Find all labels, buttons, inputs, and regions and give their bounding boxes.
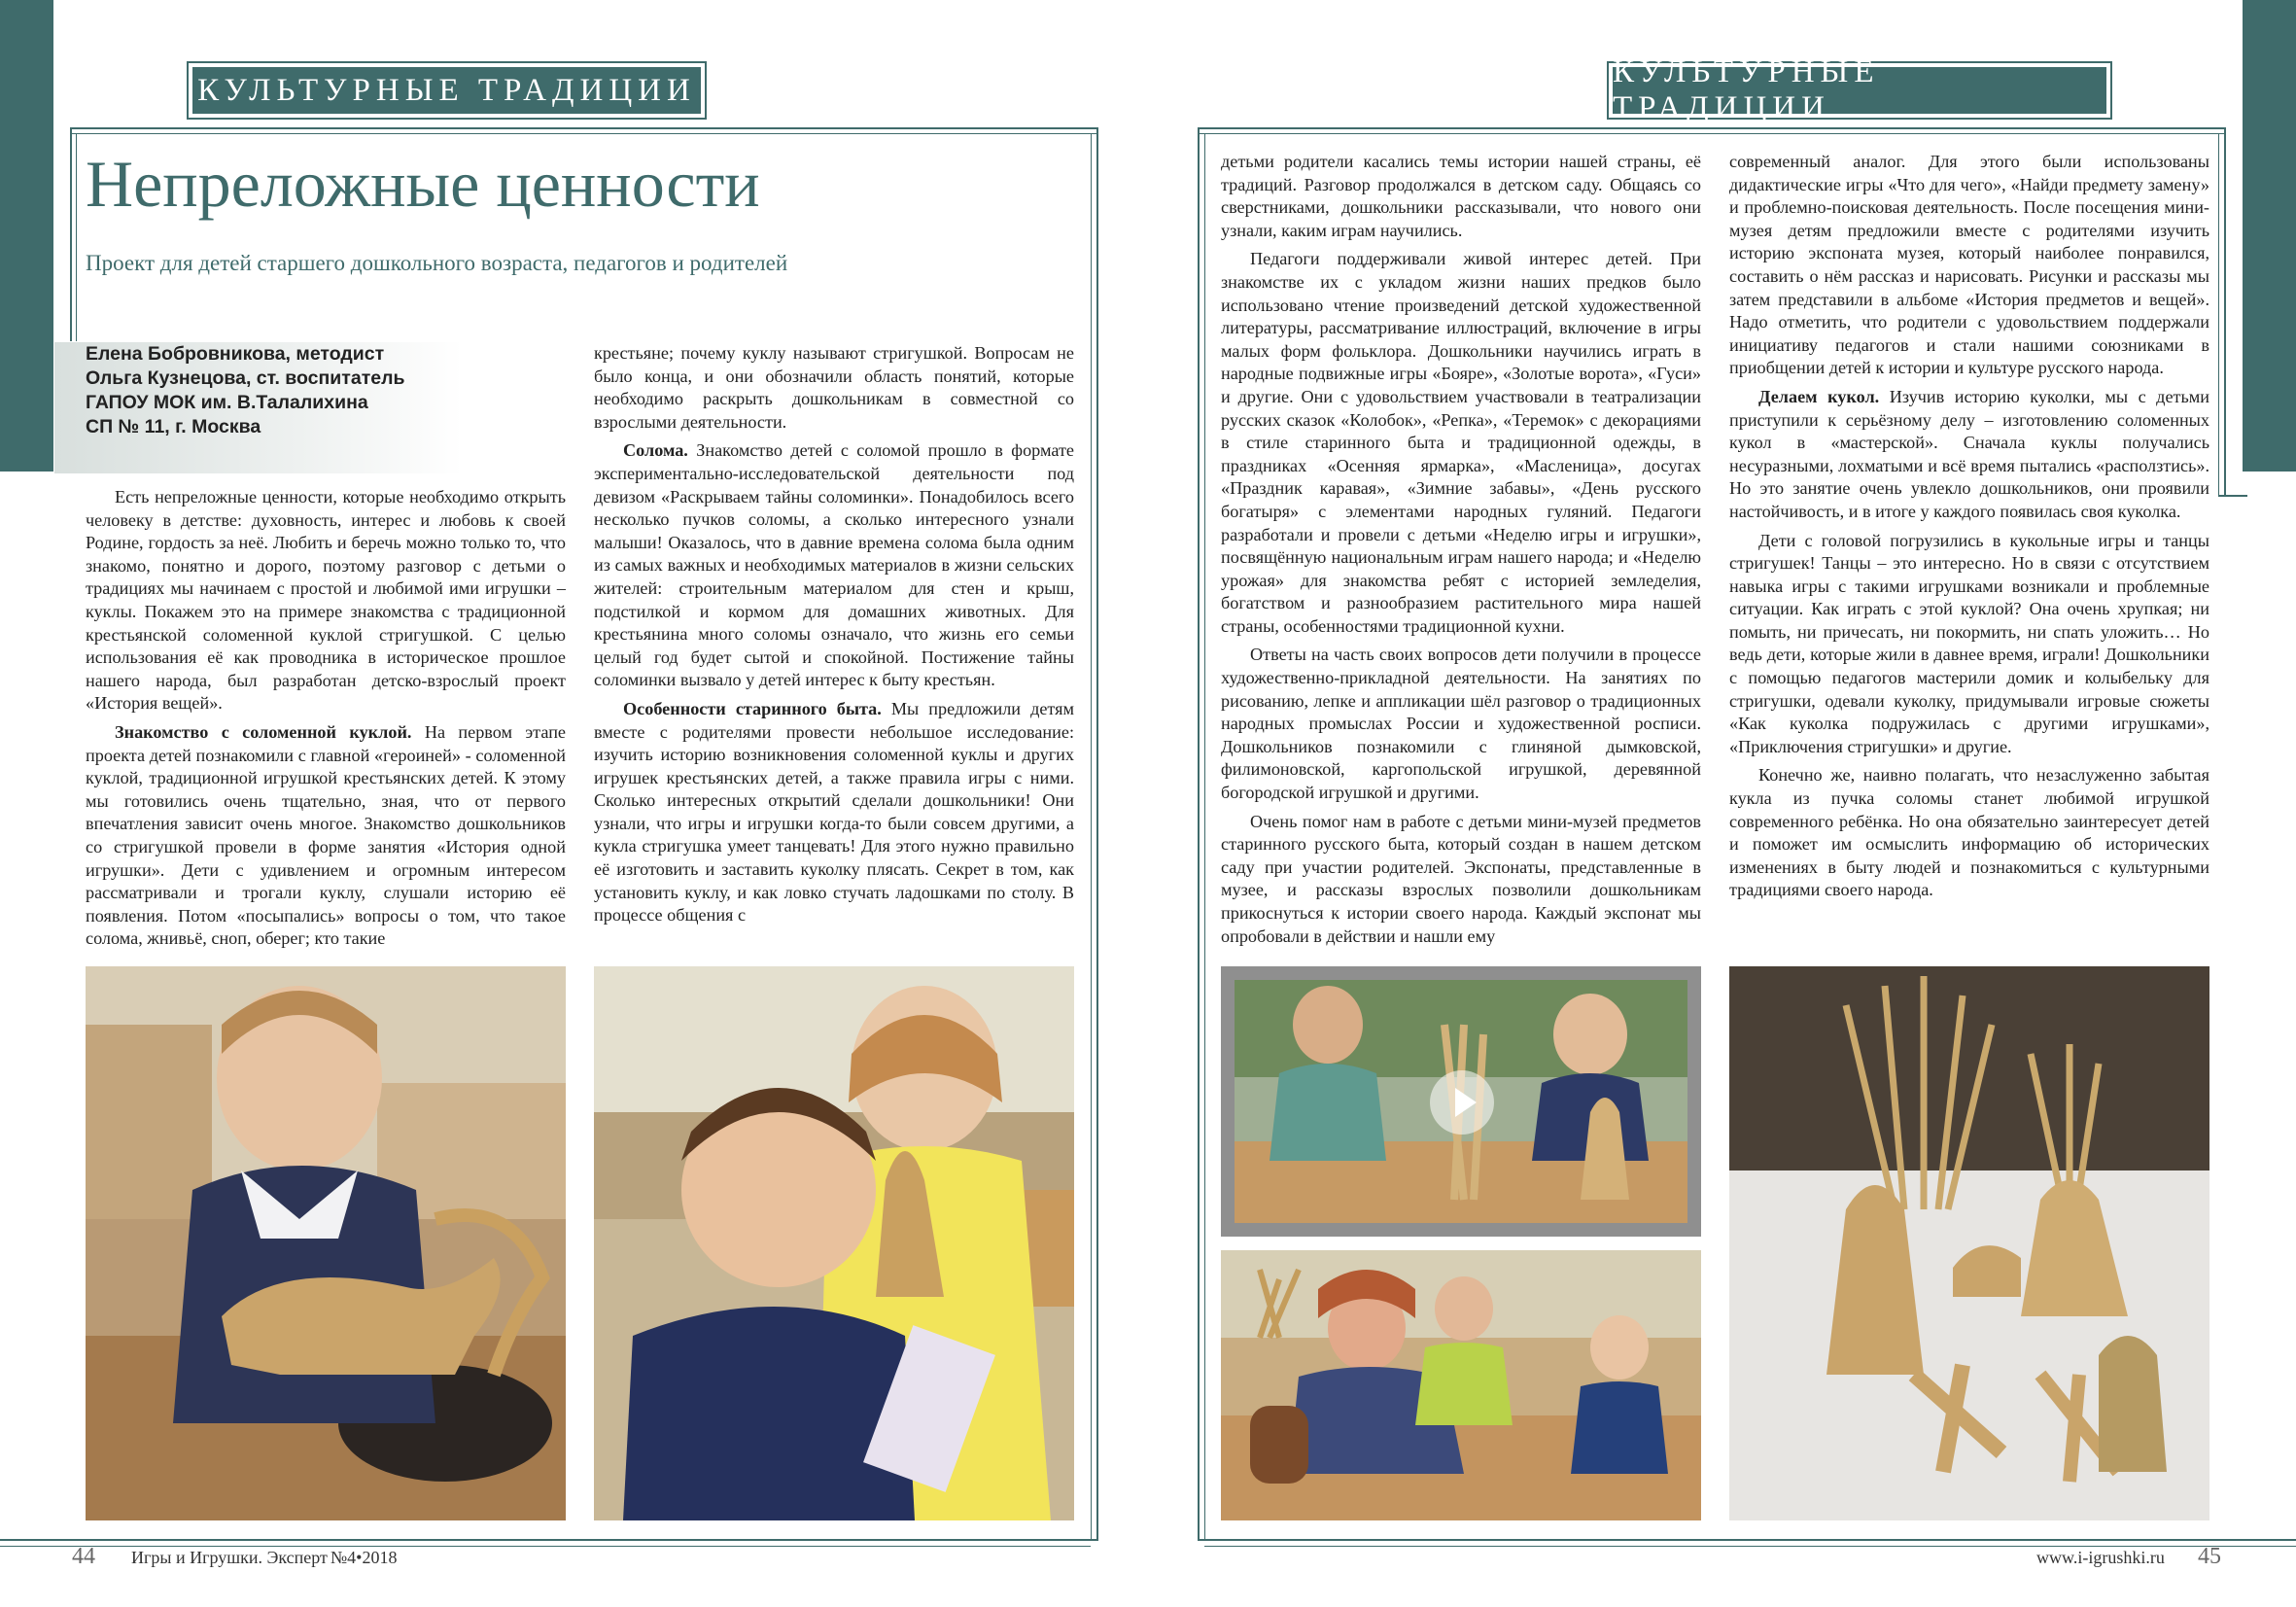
play-icon[interactable] [1430,1070,1494,1135]
paragraph: детьми родители касались темы истории нашей страны, её традиций. Разговор продолжался в детском саду. Общаясь со сверстниками, дошкольники рассказывали, что нового они узнали, каким играм научились. [1221,152,1701,240]
paragraph: Дети с головой погрузились в кукольные игры и танцы стригушек! Танцы – это интересно. Но в связи с отсутствием навыка игры с такими игрушками возникали и проблемные ситуации. Как играть с этой куклой? Она очень хрупкая; ни помыть, ни причесать, ни покормить, ни спать уложить… Но ведь дети, которые жили в давнее время, играли! Дошкольники с помощью педагогов мастерили домик и колыбельку для стригушки, одевали куколку, придумывали игровые сюжеты «Как куколка подружилась с другими игрушками», «Приключения стригушки» и другие. [1729,530,2209,756]
author-line: Елена Бобровникова, методист [86,343,385,365]
author-line: СП № 11, г. Москва [86,416,261,437]
paragraph: Конечно же, наивно полагать, что незаслуженно забытая кукла из пучка соломы станет любимой игрушкой современного ребёнка. Но она обязательно заинтересует детей и поможет им осмыслить информацию об исторических изменениях в быту людей и познакомиться с культурными традициями своего народа. [1729,765,2209,900]
article-subtitle: Проект для детей старшего дошкольного возраста, педагогов и родителей [86,251,788,275]
photo-straw-dolls-display [1729,966,2209,1520]
text-column-2 [594,342,1074,933]
bottom-rule-left-2 [0,1546,1091,1547]
paragraph: Есть непреложные ценности, которые необходимо открыть человеку в детстве: духовность, интерес и любовь к своей Родине, гордость за неё. Любить и беречь можно только то, что знакомо, понятно и дорого, поэтому разговор с детьми о традициях мы начинаем с простой и любимой ими игрушки – куклы. Покажем это на примере знакомства с традиционной крестьянской соломенной куклой стригушкой. С целью использования её как проводника в историческое прошлое нашего народа, был разработан детско-взрослый проект «История вещей». [86,487,566,714]
bottom-rule-left [0,1539,1098,1541]
journal-name: Игры и Игрушки. Эксперт [131,1548,328,1567]
frame-right-top-inner [1198,133,2226,134]
photo-teacher-with-children [1221,1250,1701,1520]
website-link[interactable]: www.i-igrushki.ru [2036,1548,2165,1567]
section-label-left: КУЛЬТУРНЫЕ ТРАДИЦИИ [192,67,701,114]
page-number-right: 45 [2198,1544,2221,1569]
author-line: ГАПОУ МОК им. В.Талалихина [86,392,368,413]
frame-left-left-inner [76,133,77,341]
frame-right-left [1198,127,1200,1540]
frame-left-right-inner [1091,133,1092,1540]
frame-right-right [2224,127,2226,497]
photo-girl-with-straw-horse [86,966,566,1520]
frame-left-right [1096,127,1098,1540]
photo-children-with-doll [594,966,1074,1520]
article-title: Непреложные ценности [86,147,760,221]
paragraph: Ответы на часть своих вопросов дети получили в процессе художественно-прикладной деятельности. На занятиях по рисованию, лепке и аппликации шёл разговор о традиционных народных промыслах России и художественной росписи. Дошкольников познакомили с глиняной дымковской, филимоновской, каргопольской игрушкой, деревянной богородской игрушкой и другими. [1221,645,1701,803]
left-edge-bar [0,0,53,472]
bottom-rule-right-2 [1204,1546,2296,1547]
paragraph: Солома. Знакомство детей с соломой прошло в формате экспериментально-исследовательской деятельности под девизом «Раскрываем тайны соломинки». Понадобилось всего несколько пучков соломы, а сколько интересного узнали малыши! Оказалось, что в давние времена солома была одним из самых важных и необходимых материалов в жизни сельских жителей: строительным материалом для стен и крыш, подстилкой и кормом для домашних животных. Для крестьянина много соломы означало, что жизнь его семьи целый год будет сытой и спокойной. Постижение тайны соломинки вызвало у детей интерес к быту крестьян. [594,440,1074,690]
frame-left-top-inner [70,133,1098,134]
text-column-1 [86,486,566,957]
authors-block [54,342,599,473]
paragraph-heading: Солома. [623,440,688,461]
frame-right-right-stub [2218,495,2247,497]
right-edge-bar [2243,0,2296,472]
frame-left-left [70,127,72,341]
page-number-left: 44 [72,1544,95,1569]
frame-right-top [1198,127,2226,129]
paragraph: Очень помог нам в работе с детьми мини-музей предметов старинного русского быта, который создан в нашем детском саду при участии родителей. Экспонаты, представленные в музее, и рассказы взрослых позволили дошкольникам прикоснуться к истории своего народа. Каждый экспонат мы опробовали в действии и нашли ему [1221,811,1701,946]
paragraph-heading: Особенности старинного быта. [623,698,882,718]
section-banner-left [187,61,707,120]
text-column-4 [1729,151,2209,908]
issue-number: №4•2018 [330,1548,398,1567]
frame-right-left-inner [1204,133,1205,1540]
paragraph-heading: Делаем кукол. [1758,386,1880,406]
author-line: Ольга Кузнецова, ст. воспитатель [86,367,405,389]
section-banner-right [1607,54,2112,125]
paragraph: Знакомство с соломенной куклой. На первом этапе проекта детей познакомили с главной «героиней» - соломенной куклой, традиционной игрушкой крестьянских детей. К этому мы готовились очень тщательно, зная, что от первого впечатления зависит очень многое. Знакомство дошкольников со стригушкой провели в форме занятия «История одной игрушки». Дети с удивлением и огромным интересом рассматривали и трогали куклу, слушали историю её появления. Потом «посыпались» вопросы о том, что такое солома, жнивьё, сноп, оберег; кто такие [86,721,566,949]
play-triangle [1455,1088,1477,1117]
paragraph: крестьяне; почему куклу называют стригушкой. Вопросам не было конца, и они обозначили область понятий, которые необходимо раскрыть дошкольникам в совместной со взрослыми деятельности. [594,343,1074,432]
bottom-rule-right [1198,1539,2296,1541]
paragraph-heading: Знакомство с соломенной куклой. [115,721,412,742]
section-label-right: КУЛЬТУРНЫЕ ТРАДИЦИИ [1613,67,2106,114]
frame-right-right-inner [2218,133,2219,497]
paragraph: Особенности старинного быта. Мы предложили детям вместе с родителями провести небольшое исследование: изучить историю возникновения соломенной куклы и других игрушек крестьянских детей, а также правила игры с ними. Сколько интересных открытий сделали дошкольники! Они узнали, что игры и игрушки когда-то были совсем другими, а кукла стригушка умеет танцевать! Для этого нужно правильно её изготовить и заставить куколку плясать. Секрет в том, как установить куклу, и как ловко стучать ладошками по столу. В процессе общения с [594,698,1074,926]
paragraph: Делаем кукол. Изучив историю куколки, мы с детьми приступили к серьёзному делу – изготовлению соломенных кукол в «мастерской». Сначала куклы получались несуразными, лохматыми и всё время пытались «расползтись». Но это занятие очень увлекло дошкольников, они проявили настойчивость, и в итоге у каждого появилась своя куколка. [1729,386,2209,521]
paragraph: современный аналог. Для этого были использованы дидактические игры «Что для чего», «Найди предмету замену» и проблемно-поисковая деятельность. После посещения мини-музея детям предложили вместе с родителями изучить историю экспоната музея, который наиболее понравился, составить о нём рассказ и нарисовать. Рисунки и рассказы мы затем представили в альбоме «История предметов и вещей». Надо отметить, что родители с удовольствием поддержали инициативу педагогов и стали нашими союзниками в приобщении детей к истории и культуре русского народа. [1729,152,2209,378]
video-boys-with-dolls[interactable] [1221,966,1701,1237]
paragraph: Педагоги поддерживали живой интерес детей. При знакомстве их с укладом жизни наших предков было использовано чтение произведений детской художественной литературы, рассматривание иллюстраций, включение в игры малых форм фольклора. Дошкольники научились играть в народные подвижные игры «Бояре», «Золотые ворота», «Гуси» и другие. Они с удовольствием участвовали в театрализации русских сказок «Колобок», «Репка», «Теремок» с декорациями в стиле старинного быта и традиционной одежды, в праздниках «Осенняя ярмарка», «Масленица», досугах «Праздник каравая», «Зимние забавы», «День русского богатыря» с элементами народных гуляний. Педагоги разработали и провели с детьми «Неделю игры и игрушки», посвящённую национальным играм нашего народа; и «Неделю урожая» для знакомства ребят с историей земледелия, богатством и разнообразием растительного мира нашей страны, особенностями традиционной кухни. [1221,249,1701,636]
frame-left-top [70,127,1098,129]
text-column-3 [1221,151,1701,954]
